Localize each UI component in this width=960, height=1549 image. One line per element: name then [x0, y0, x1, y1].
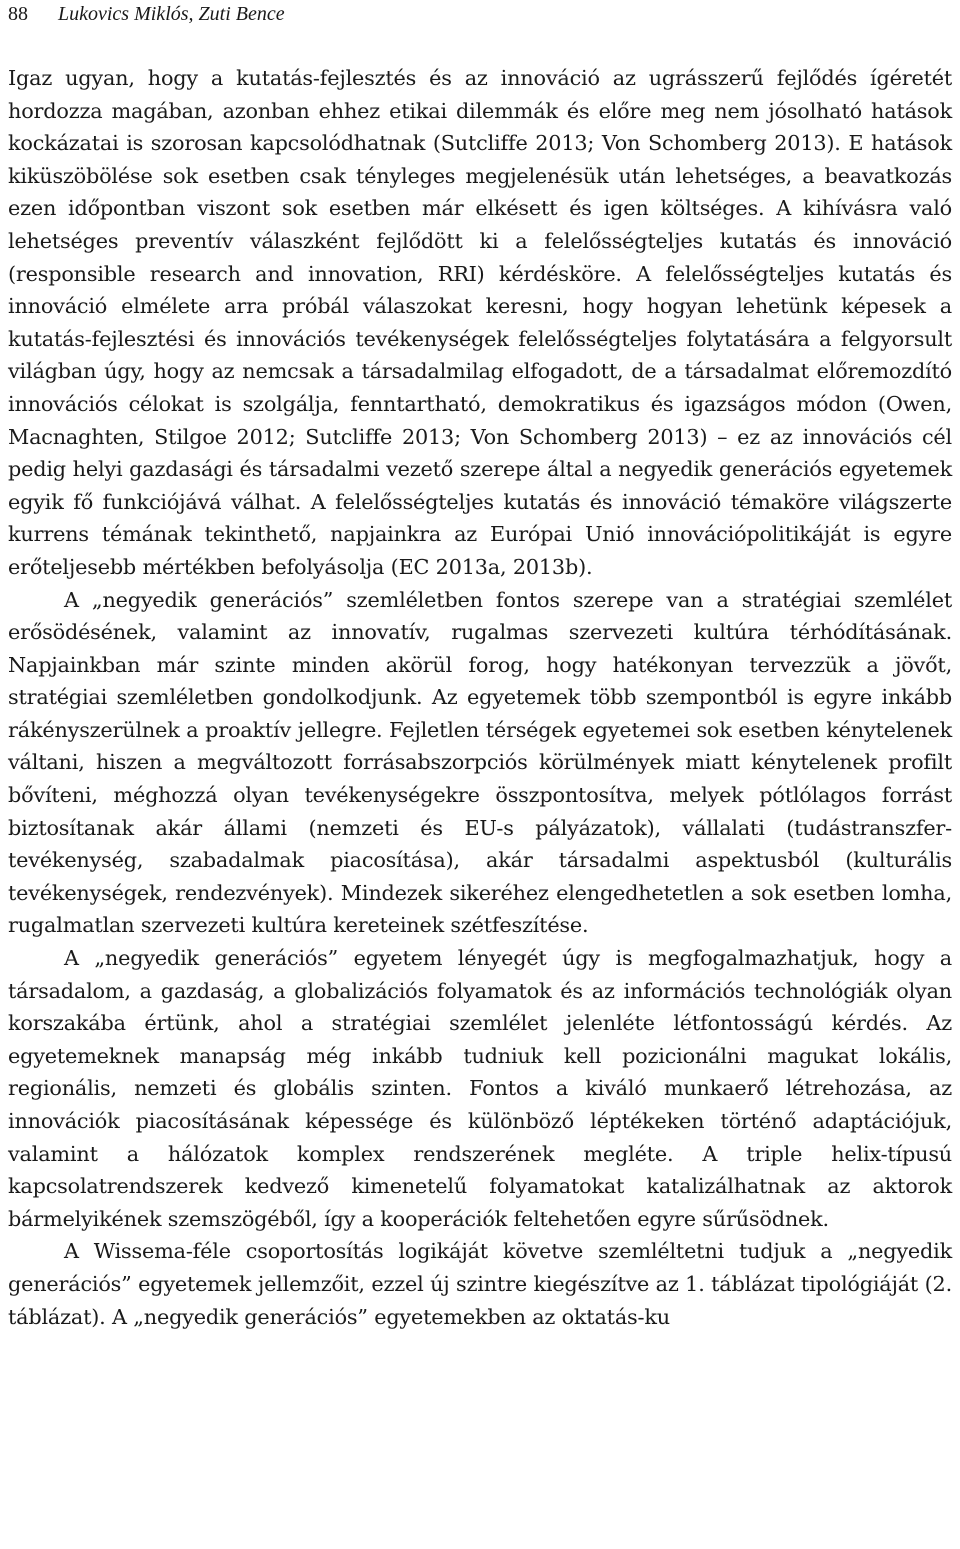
page-number: 88	[8, 3, 28, 25]
paragraph-wissema: A Wissema-féle csoportosítás logikáját követve szemléltetni tudjuk a „negyedik generációs” egyetemek jellemzőit, ezzel új szintre kiegészítve az 1. táblázat tipológiáját (2. táblázat). A „negyedik generációs” egyetemekben az oktatás-ku	[8, 1239, 952, 1329]
paragraph-strategic-view: A „negyedik generációs” szemléletben fontos szerepe van a stratégiai szemlélet erősödésének, valamint az innovatív, rugalmas szervezeti kultúra térhódításának. Napjainkban már szinte minden akörül forog, hogy hatékonyan tervezzük a jövőt, stratégiai szemléletben gondolkodjunk. Az egyetemek több szempontból is egyre inkább rákényszerülnek a proaktív jellegre. Fejletlen térségek egyetemei sok esetben kénytelenek váltani, hiszen a megváltozott forrásabszorpciós körülmények miatt kénytelenek profilt bővíteni, méghozzá olyan tevékenységekre összpontosítva, melyek pótlólagos forrást biztosítanak akár állami (nemzeti és EU-s pályázatok), vállalati (tudástranszfer-tevékenység, szabadalmak piacosítása), akár társadalmi aspektusból (kulturális tevékenységek, rendezvények). Mindezek sikeréhez elengedhetetlen a sok esetben lomha, rugalmatlan szervezeti kultúra kereteinek szétfeszítése.	[8, 587, 952, 938]
body-text	[8, 62, 952, 1333]
running-head	[8, 2, 285, 26]
paragraph-fourth-generation: A „negyedik generációs” egyetem lényegét úgy is megfogalmazhatjuk, hogy a társadalom, a gazdaság, a globalizációs folyamatok és az információs technológiák olyan korszakába értünk, ahol a stratégiai szemlélet jelenléte létfontosságú kérdés. Az egyetemeknek manapság még inkább tudniuk kell pozicionálni magukat lokális, regionális, nemzeti és globális szinten. Fontos a kiváló munkaerő létrehozása, az innovációk piacosításának képessége és különböző léptékeken történő adaptációjuk, valamint a hálózatok komplex rendszerének megléte. A triple helix-típusú kapcsolatrendszerek kedvező kimenetelű folyamatokat katalizálhatnak az aktorok bármelyikének szemszögéből, így a kooperációk feltehetően egyre sűrűsödnek.	[8, 946, 952, 1231]
paragraph-rri: Igaz ugyan, hogy a kutatás-fejlesztés és az innováció az ugrásszerű fejlődés ígéretét hordozza magában, azonban ehhez etikai dilemmák és előre meg nem jósolható hatások kockázatai is szorosan kapcsolódhatnak (Sutcliffe 2013; Von Schomberg 2013). E hatások kiküszöbölése sok esetben csak tényleges megjelenésük után lehetséges, a beavatkozás ezen időpontban viszont sok esetben már elkésett és igen költséges. A kihívásra való lehetséges preventív válaszként fejlődött ki a felelősségteljes kutatás és innováció (responsible research and innovation, RRI) kérdésköre. A felelősségteljes kutatás és innováció elmélete arra próbál válaszokat keresni, hogy hogyan lehetünk képesek a kutatás-fejlesztési és innovációs tevékenységek felelősségteljes folytatására a felgyorsult világban úgy, hogy az nemcsak a társadalmilag elfogadott, de a társadalmat előremozdító innovációs célokat is szolgálja, fenntartható, demokratikus és igazságos módon (Owen, Macnaghten, Stilgoe 2012; Sutcliffe 2013; Von Schomberg 2013) – ez az innovációs cél pedig helyi gazdasági és társadalmi vezető szerepe által a negyedik generációs egyetemek egyik fő funkciójává válhat. A felelősségteljes kutatás és innováció témaköre világszerte kurrens témának tekinthető, napjainkra az Európai Unió innovációpolitikáját is egyre erőteljesebb mértékben befolyásolja (EC 2013a, 2013b).	[8, 66, 952, 579]
running-head-authors: Lukovics Miklós, Zuti Bence	[58, 3, 285, 25]
